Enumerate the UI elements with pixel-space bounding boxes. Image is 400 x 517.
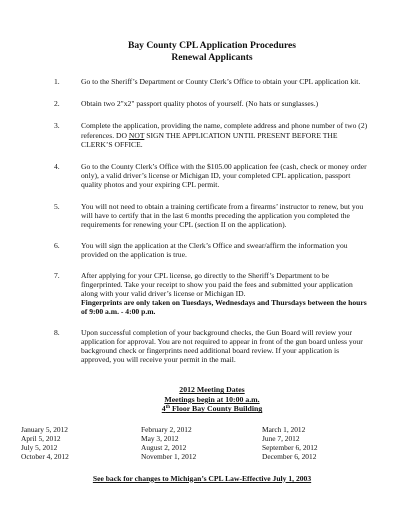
floor-building: Floor Bay County Building	[170, 404, 263, 414]
dates-column-2	[141, 425, 196, 461]
meeting-date: December 6, 2012	[262, 451, 317, 461]
dates-column-1	[21, 425, 69, 461]
step-text: Go to the Sheriff’s Department or County Clerk’s Office to obtain your CPL application kit.	[81, 77, 361, 86]
step-text: Upon successful completion of your background checks, the Gun Board will review your application for approval. You are not required to appear in front of the gun board unless your background check or fingerprints need additional board review. If your application is approved, you will receive your permit in the mail.	[81, 327, 363, 365]
step-6	[54, 241, 370, 259]
step-5	[54, 202, 370, 230]
step-text: You will sign the application at the Clerk’s Office and swear/affirm the information you provided on the application is true.	[81, 241, 348, 260]
document-title-block	[54, 40, 370, 63]
step-text: Obtain two 2"x2" passport quality photos of yourself. (No hats or sunglasses.)	[81, 99, 319, 109]
step-number: 5.	[54, 201, 60, 211]
procedure-steps	[54, 77, 370, 364]
meeting-dates-heading: 2012 Meeting Dates	[179, 385, 245, 395]
meeting-dates-grid	[21, 425, 370, 465]
meeting-location	[54, 404, 370, 413]
meeting-date: June 7, 2012	[262, 433, 300, 443]
meeting-date: September 6, 2012	[262, 442, 318, 452]
step-text-part: Complete the application, providing the name, complete address and phone number of two (2) references. DO	[81, 121, 368, 140]
step-text	[81, 121, 370, 149]
floor-suffix: th	[165, 405, 171, 411]
meeting-date: April 5, 2012	[21, 433, 61, 443]
step-text: After applying for your CPL license, go directly to the Sheriff’s Department to be fingerprinted. Take your receipt to show you paid the fees and submitted your application along with your valid driver’s license or Michigan ID.	[81, 270, 353, 299]
meeting-date: February 2, 2012	[141, 424, 192, 434]
meeting-date: July 5, 2012	[21, 442, 58, 452]
fingerprint-hours: Fingerprints are only taken on Tuesdays, Wednesdays and Thursdays between the hours of 9:00 a.m. - 4:00 p.m.	[81, 298, 367, 317]
step-number: 1.	[54, 77, 60, 86]
step-7	[54, 271, 370, 317]
meeting-info	[54, 385, 370, 413]
step-text: You will not need to obtain a training certificate from a firearms’ instructor to renew, but you will have to certify that in the last 6 months preceding the application you completed the requirements for renewing your CPL (section II on the application).	[81, 201, 364, 230]
step-3	[54, 121, 370, 149]
meeting-date: March 1, 2012	[262, 424, 306, 434]
underlined-not: NOT	[128, 130, 145, 140]
step-4	[54, 162, 370, 190]
step-number: 3.	[54, 121, 60, 131]
dates-column-3	[262, 425, 318, 461]
meeting-date: November 1, 2012	[141, 451, 197, 461]
step-text-part: SIGN THE APPLICATION UNTIL PRESENT BEFORE THE CLERK’S OFFICE.	[81, 130, 338, 149]
meeting-date: October 4, 2012	[21, 451, 69, 461]
step-number: 8.	[54, 327, 60, 337]
meeting-date: May 3, 2012	[141, 433, 179, 443]
step-number: 7.	[54, 270, 60, 280]
meeting-time: Meetings begin at 10:00 a.m.	[164, 394, 260, 404]
document-subtitle: Renewal Applicants	[171, 51, 253, 63]
meeting-date: January 5, 2012	[21, 424, 69, 434]
step-8	[54, 328, 370, 365]
step-text: Go to the County Clerk’s Office with the $105.00 application fee (cash, check or money order only), a valid driver’s license or Michigan ID, your completed CPL application, passport quality photos and your expiring CPL permit.	[81, 162, 367, 190]
floor-number: 4	[161, 404, 166, 414]
document-title: Bay County CPL Application Procedures	[127, 40, 297, 51]
meeting-date: August 2, 2012	[141, 442, 187, 452]
step-number: 4.	[54, 162, 60, 172]
step-2	[54, 99, 370, 108]
step-1	[54, 77, 370, 86]
step-number: 6.	[54, 241, 60, 251]
footer-note: See back for changes to Michigan’s CPL Law-Effective July 1, 2003	[92, 473, 312, 483]
step-number: 2.	[54, 99, 60, 109]
